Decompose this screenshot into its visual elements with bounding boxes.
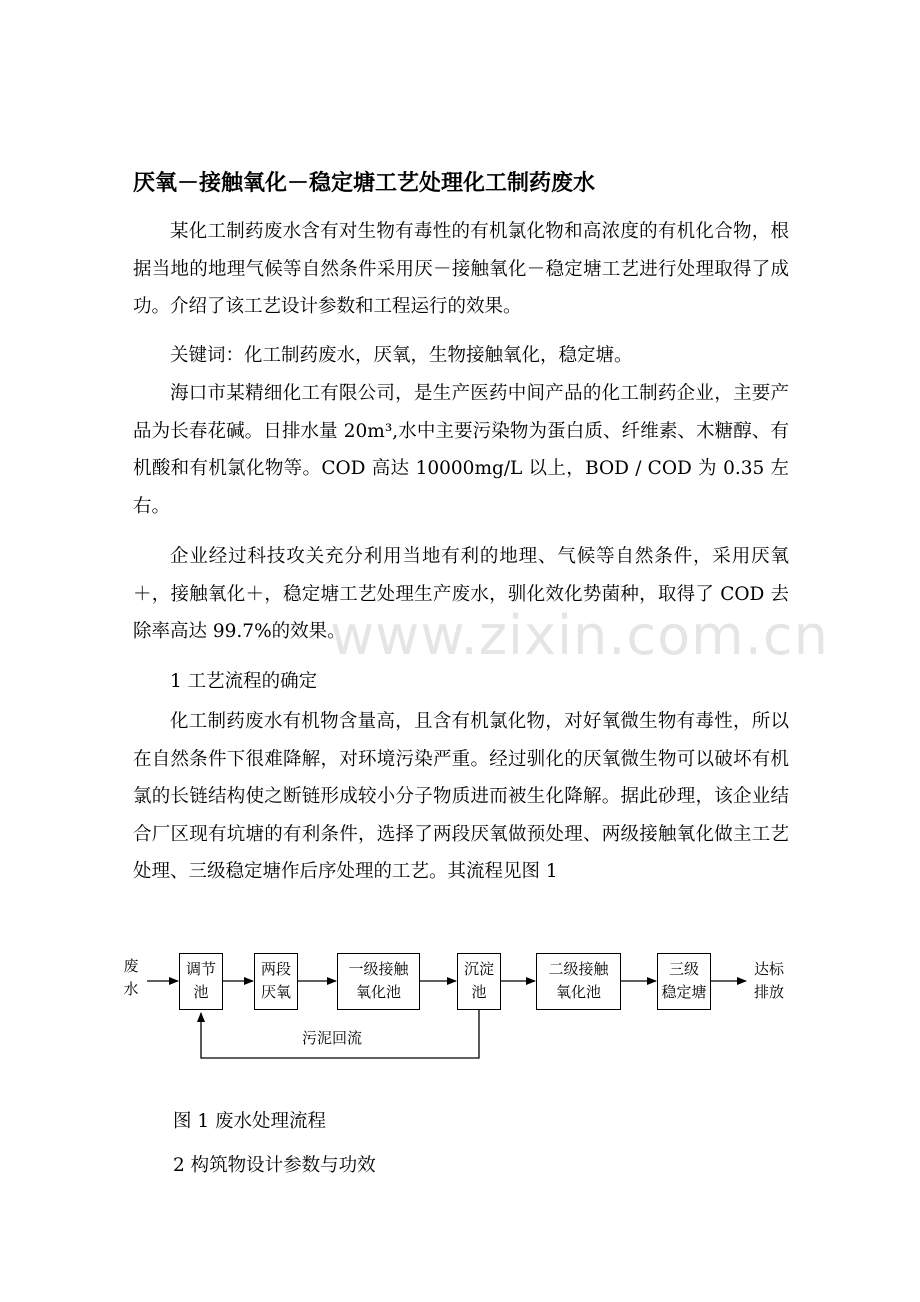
flow-output-label: 达标 排放 <box>753 960 784 1001</box>
section1-heading: 1 工艺流程的确定 <box>170 671 318 692</box>
figure-caption: 图 1 废水处理流程 <box>173 1111 327 1132</box>
flow-step-label: 两段 厌氧 <box>260 960 291 1001</box>
flow-step-label: 调节 池 <box>185 960 216 1001</box>
summary-paragraph: 企业经过科技攻关充分利用当地有利的地理、气候等自然条件，采用厌氧＋，接触氧化＋，稳定塘工艺处理生产废水，驯化效化势菌种，取得了 COD 去除率高达 99.7%的效果。 <box>133 546 789 643</box>
keywords-paragraph: 关键词：化工制药废水，厌氧，生物接触氧化，稳定塘。 <box>170 345 633 366</box>
flow-return-label: 污泥回流 <box>301 1029 362 1047</box>
flow-step-second-contact-oxidation <box>536 953 621 1010</box>
flow-input-label: 废 水 <box>123 957 139 998</box>
flow-step-sedimentation-tank <box>457 953 501 1010</box>
flow-step-label: 三级 稳定塘 <box>661 960 707 1001</box>
flow-step-two-stage-anaerobic <box>254 953 298 1010</box>
flow-step-label: 一级接触 氧化池 <box>348 960 409 1001</box>
document-title: 厌氧－接触氧化－稳定塘工艺处理化工制药废水 <box>133 171 596 196</box>
flow-step-first-contact-oxidation <box>337 953 420 1010</box>
intro-paragraph: 海口市某精细化工有限公司，是生产医药中间产品的化工制药企业，主要产品为长春花碱。日排水量 20m³,水中主要污染物为蛋白质、纤维素、木糖醇、有机酸和有机氯化物等。COD 高达 10000mg/L 以上，BOD / COD 为 0.35 左右。 <box>133 383 789 517</box>
section1-body: 化工制药废水有机物含量高，且含有机氯化物，对好氧微生物有毒性，所以在自然条件下很难降解，对环境污染严重。经过驯化的厌氧微生物可以破坏有机氯的长链结构使之断链形成较小分子物质进而被生化降解。据此砂理，该企业结合厂区现有坑塘的有利条件，选择了两段厌氧做预处理、两级接触氧化做主工艺处理、三级稳定塘作后序处理的工艺。其流程见图 1 <box>133 711 789 883</box>
watermark: www.zixin.com.cn <box>330 604 829 667</box>
flow-step-label: 二级接触 氧化池 <box>548 960 609 1001</box>
flow-step-three-stage-pond <box>657 953 711 1010</box>
abstract-paragraph: 某化工制药废水含有对生物有毒性的有机氯化物和高浓度的有机化合物，根据当地的地理气候等自然条件采用厌－接触氧化－稳定塘工艺进行处理取得了成功。介绍了该工艺设计参数和工程运行的效果。 <box>133 221 789 318</box>
flow-step-regulating-tank <box>179 953 223 1010</box>
section2-heading: 2 构筑物设计参数与功效 <box>173 1155 376 1176</box>
flow-step-label: 沉淀 池 <box>463 960 494 1001</box>
